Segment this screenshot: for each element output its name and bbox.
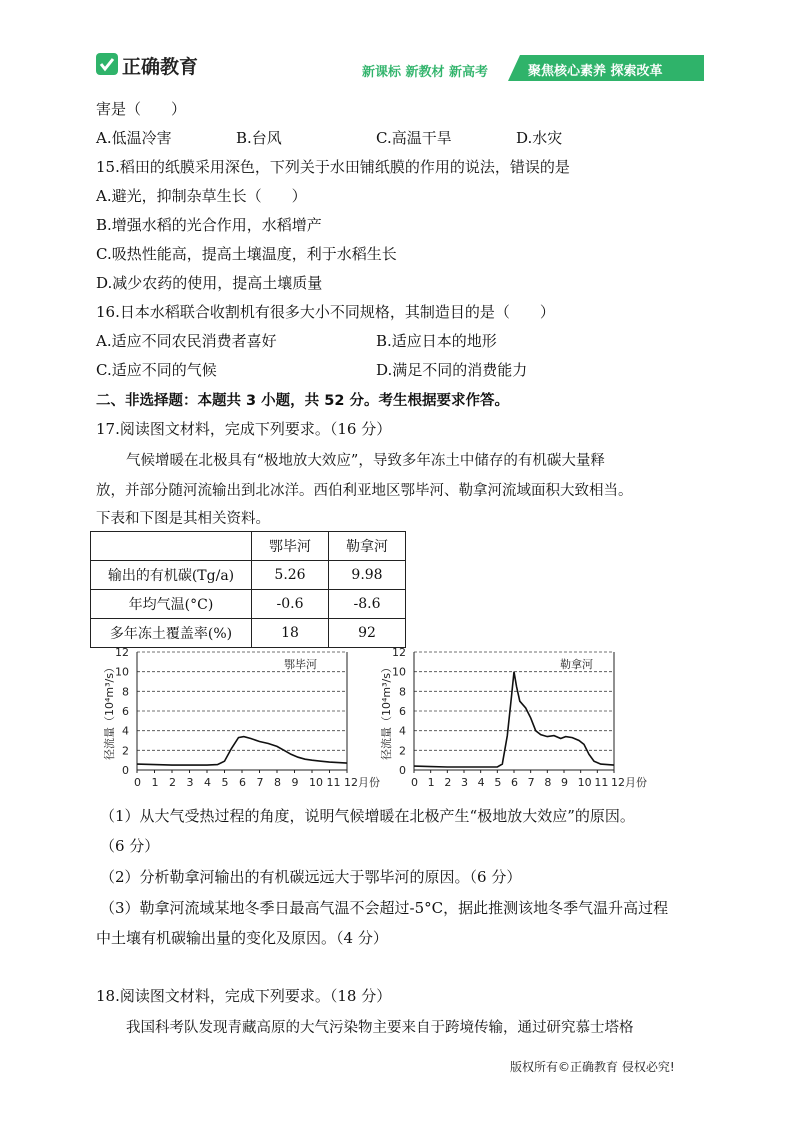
x-tick-label: 12月份 xyxy=(344,776,380,789)
logo-text: 正确教育 xyxy=(122,56,199,78)
table-cell: 多年冻土覆盖率(%) xyxy=(91,619,252,648)
x-tick-label: 9 xyxy=(291,776,299,789)
x-tick-label: 3 xyxy=(461,776,468,789)
table-row xyxy=(91,590,406,619)
table-header-cell: 鄂毕河 xyxy=(252,532,329,561)
table-cell: -8.6 xyxy=(329,590,406,619)
x-tick-label: 4 xyxy=(477,776,485,789)
q15-option-a: A.避光，抑制杂草生长（ ） xyxy=(96,187,307,205)
section-heading: 二、非选择题：本题共 3 小题，共 52 分。考生根据要求作答。 xyxy=(96,393,509,409)
q17-question-2: （2）分析勒拿河输出的有机碳远远大于鄂毕河的原因。（6 分） xyxy=(100,868,522,886)
logo-check-icon xyxy=(96,53,118,75)
q18-material: 我国科考队发现青藏高原的大气污染物主要来自于跨境传输，通过研究慕士塔格 xyxy=(126,1020,634,1036)
y-axis-label: 径流量（10⁴m³/s） xyxy=(103,662,116,760)
x-tick-label: 0 xyxy=(134,776,141,789)
q15-stem: 15.稻田的纸膜采用深色，下列关于水田铺纸膜的作用的说法，错误的是 xyxy=(96,158,570,176)
q15-option-d: D.减少农药的使用，提高土壤质量 xyxy=(96,274,323,292)
y-tick-label: 6 xyxy=(122,705,129,718)
q16-option-a: A.适应不同农民消费者喜好 xyxy=(96,332,277,350)
slogan-left: 新课标 新教材 新高考 xyxy=(362,65,489,80)
table-cell: -0.6 xyxy=(252,590,329,619)
y-tick-label: 10 xyxy=(392,665,406,679)
q17-stem: 17.阅读图文材料，完成下列要求。（16 分） xyxy=(96,420,392,438)
q16-option-c: C.适应不同的气候 xyxy=(96,361,217,379)
table-cell: 输出的有机碳(Tg/a) xyxy=(91,561,252,590)
y-tick-label: 4 xyxy=(122,724,129,738)
ob-river-runoff-chart xyxy=(92,644,380,794)
copyright-footer: 版权所有©正确教育 侵权必究! xyxy=(510,1060,675,1074)
x-tick-label: 12月份 xyxy=(611,776,647,789)
q17-material-line-2: 放，并部分随河流输出到北冰洋。西伯利亚地区鄂毕河、勒拿河流域面积大致相当。 xyxy=(96,483,633,499)
x-tick-label: 1 xyxy=(427,776,435,789)
slogan-right: 聚焦核心素养 探索改革 xyxy=(528,64,663,79)
runoff-series-line xyxy=(414,672,614,767)
q17-question-3: （3）勒拿河流域某地冬季日最高气温不会超过-5°C，据此推测该地冬季气温升高过程 xyxy=(100,899,669,917)
q17-material-line-1: 气候增暖在北极具有“极地放大效应”，导致多年冻土中储存的有机碳大量释 xyxy=(126,453,605,469)
table-header-cell xyxy=(91,532,252,561)
q15-option-c: C.吸热性能高，提高土壤温度，利于水稻生长 xyxy=(96,245,397,263)
y-tick-label: 4 xyxy=(399,724,406,738)
q15-option-b: B.增强水稻的光合作用，水稻增产 xyxy=(96,216,322,234)
x-tick-label: 2 xyxy=(444,776,452,789)
q16-stem: 16.日本水稻联合收割机有很多大小不同规格，其制造目的是（ ） xyxy=(96,303,555,321)
x-tick-label: 5 xyxy=(494,776,502,789)
x-tick-label: 3 xyxy=(186,776,194,789)
y-tick-label: 0 xyxy=(122,764,129,777)
x-tick-label: 10 xyxy=(577,776,592,789)
q14-option-a: A.低温冷害 xyxy=(96,129,172,147)
chart-title: 鄂毕河 xyxy=(284,658,317,671)
y-axis-label: 径流量（10⁴m³/s） xyxy=(380,662,393,760)
data-table xyxy=(90,531,406,648)
x-tick-label: 2 xyxy=(169,776,176,789)
table-row xyxy=(91,561,406,590)
x-tick-label: 8 xyxy=(544,776,552,789)
x-tick-label: 9 xyxy=(561,776,568,789)
x-tick-label: 6 xyxy=(511,776,518,789)
table-cell: 9.98 xyxy=(329,561,406,590)
q14-option-d: D.水灾 xyxy=(516,129,563,147)
q18-stem: 18.阅读图文材料，完成下列要求。（18 分） xyxy=(96,987,392,1005)
table-header-cell: 勒拿河 xyxy=(329,532,406,561)
lena-river-runoff-chart xyxy=(370,644,647,794)
runoff-series-line xyxy=(137,737,347,766)
x-tick-label: 4 xyxy=(204,776,211,789)
q14-stem-end: 害是（ ） xyxy=(96,100,187,118)
y-tick-label: 0 xyxy=(399,764,406,777)
y-tick-label: 8 xyxy=(122,685,129,699)
q16-option-b: B.适应日本的地形 xyxy=(376,332,497,350)
y-tick-label: 8 xyxy=(399,685,406,699)
y-tick-label: 2 xyxy=(399,744,406,758)
q14-option-b: B.台风 xyxy=(236,129,282,147)
q16-option-d: D.满足不同的消费能力 xyxy=(376,361,528,379)
x-tick-label: 5 xyxy=(221,776,229,789)
table-cell: 92 xyxy=(329,619,406,648)
table-header-row xyxy=(91,532,406,561)
q17-question-1-score: （6 分） xyxy=(100,837,160,855)
q17-question-1: （1）从大气受热过程的角度，说明气候增暖在北极产生“极地放大效应”的原因。 xyxy=(100,807,635,825)
x-tick-label: 11 xyxy=(326,776,341,789)
q14-option-c: C.高温干旱 xyxy=(376,129,452,147)
x-tick-label: 8 xyxy=(274,776,281,789)
x-tick-label: 10 xyxy=(309,776,323,789)
x-tick-label: 6 xyxy=(239,776,246,789)
x-tick-label: 11 xyxy=(594,776,609,789)
x-tick-label: 1 xyxy=(151,776,159,789)
y-tick-label: 6 xyxy=(399,705,406,718)
table-cell: 18 xyxy=(252,619,329,648)
x-tick-label: 0 xyxy=(411,776,418,789)
y-tick-label: 10 xyxy=(115,665,129,679)
table-cell: 年均气温(°C) xyxy=(91,590,252,619)
q17-material-line-3: 下表和下图是其相关资料。 xyxy=(96,511,270,527)
y-tick-label: 12 xyxy=(115,646,129,659)
q17-question-3-cont: 中土壤有机碳输出量的变化及原因。（4 分） xyxy=(96,929,388,947)
x-tick-label: 7 xyxy=(527,776,535,789)
y-tick-label: 12 xyxy=(392,646,406,659)
x-tick-label: 7 xyxy=(256,776,264,789)
table-cell: 5.26 xyxy=(252,561,329,590)
y-tick-label: 2 xyxy=(122,744,129,758)
chart-title: 勒拿河 xyxy=(560,658,593,671)
